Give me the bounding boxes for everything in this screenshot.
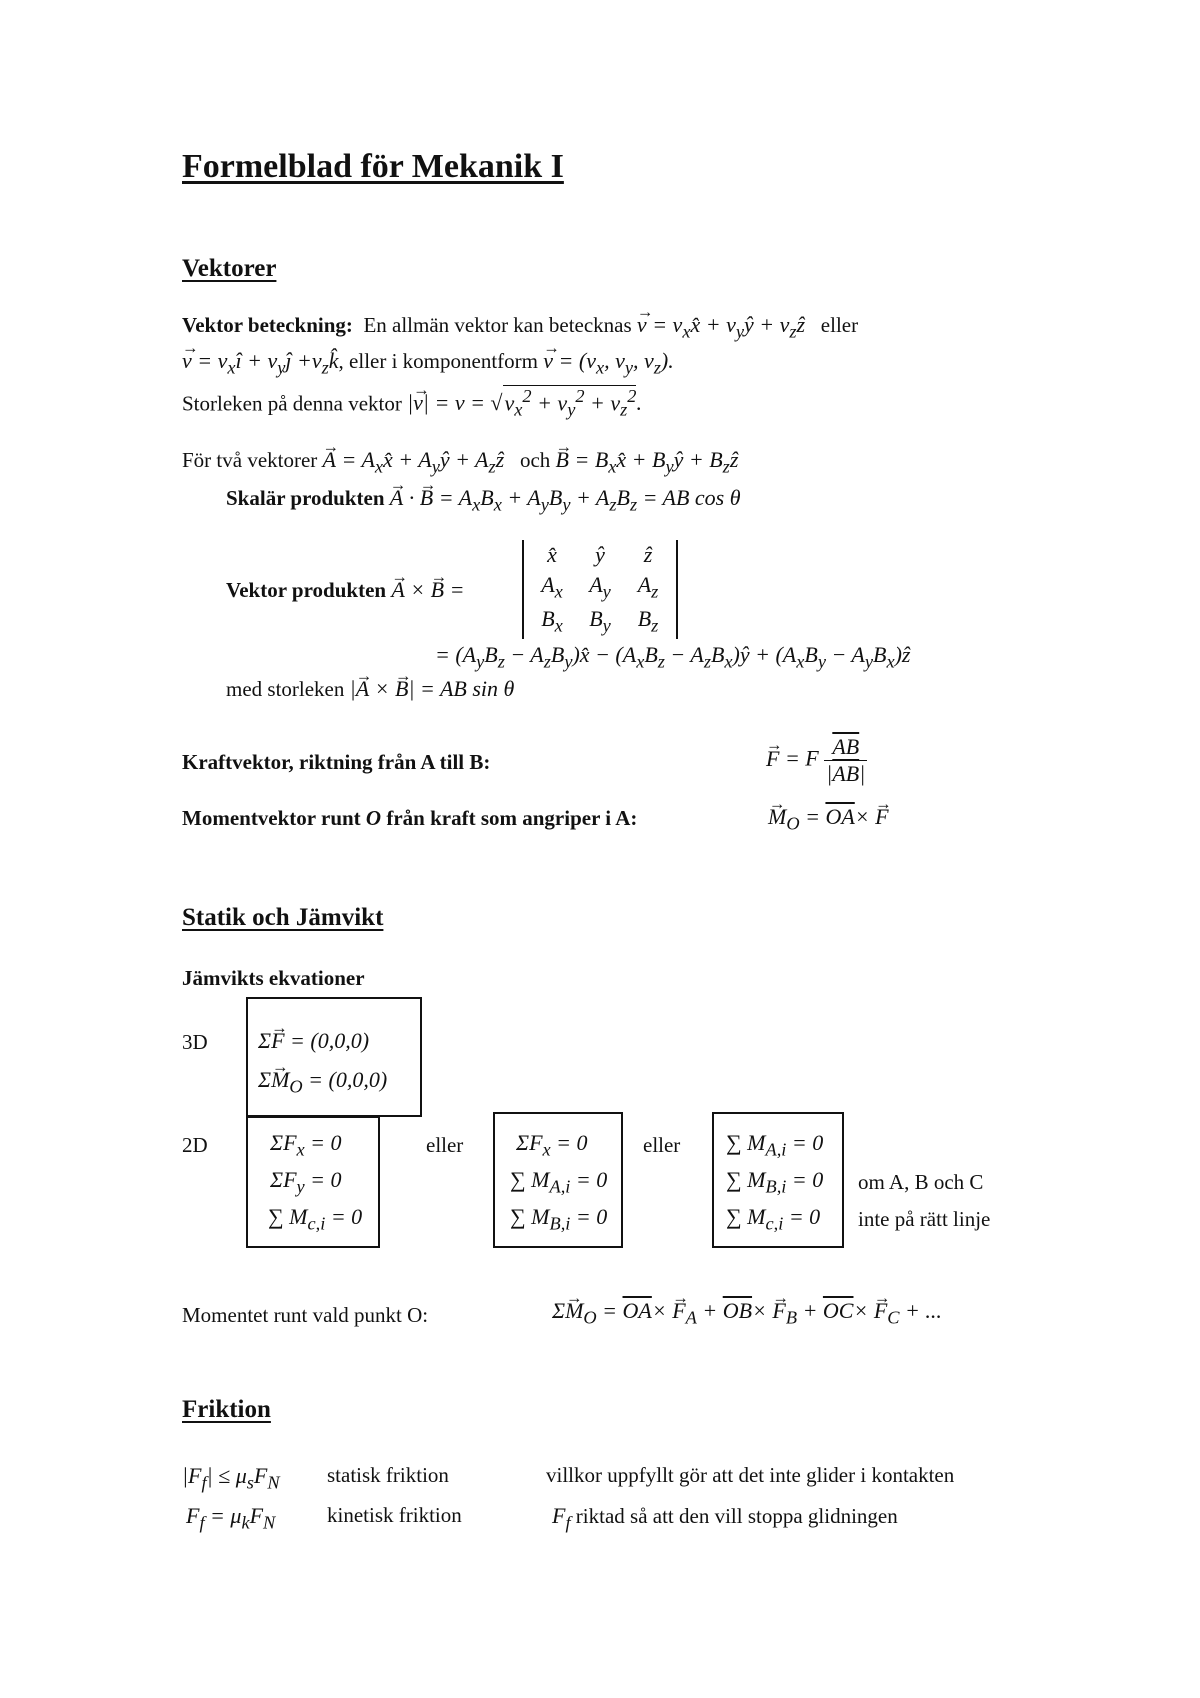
- formula-static-friction: $|F_f| \le \mu_sF_N$: [182, 1463, 280, 1493]
- jamvikt-label: Jämvikts ekvationer: [182, 966, 365, 990]
- label-2d: 2D: [182, 1133, 208, 1157]
- formula-ff-symbol: $F_f$: [552, 1503, 571, 1533]
- formula-cross-expanded: = ($A_yB_z$ − $A_zB_y)x̂ - (A_xB_z$ − $A_zB_x)ŷ + (A_xB_y$ − $A_yB_x)ẑ$: [435, 642, 911, 672]
- formula-force-vector: F → = F $\frac{\overline{AB}}{|\overline{AB}|}$: [766, 734, 867, 787]
- formula-moment-vector: $M \to_O = \overline{OA}\times F$ →: [768, 804, 889, 834]
- formula-component-form: v → = ($v_x$, $v_y$, $v_z$).: [543, 348, 673, 373]
- formula-moment-sum: $\Sigma M \to_O = \overline{OA}\times F \to_A + \overline{OB}\times F \to_B + \overline{OC}\times F \to_C$ + ...: [552, 1298, 942, 1328]
- section-heading-friktion: Friktion: [182, 1396, 271, 1423]
- formula-vector-b: B → = $B_xx̂$ + $B_yŷ$ + $B_zẑ$: [556, 447, 739, 472]
- section-heading-vektorer: Vektorer: [182, 255, 277, 282]
- formula-cross-magnitude: |A → × B →| = AB sin θ: [350, 676, 515, 701]
- note-line-1: om A, B och C: [858, 1170, 984, 1194]
- och-text: och: [519, 448, 551, 472]
- vektor-produkt-label-line: [226, 577, 464, 603]
- vektor-storlek-line: [182, 385, 642, 421]
- moment-label-pre: Momentvektor runt: [182, 806, 361, 830]
- formula-general-vector: v → = $v_xx̂$ + $v_yŷ$ + $v_zẑ$: [637, 312, 805, 337]
- formula-2d-b-mb: ∑ $M_{B,i} = 0$: [510, 1204, 608, 1234]
- formula-2d-a-fx: $\Sigma F_x = 0$: [270, 1130, 342, 1160]
- komponentform-text: , eller i komponentform: [338, 349, 538, 373]
- formula-2d-c-ma: ∑ $M_{A,i} = 0$: [726, 1130, 824, 1160]
- skalar-produkt-line: [226, 485, 741, 515]
- vektor-beteckning-label: Vektor beteckning:: [182, 313, 353, 337]
- label-3d: 3D: [182, 1030, 208, 1054]
- formula-magnitude: |v →| = $v = √v_x^2 + v_y^2 + v_z^2$.: [407, 390, 642, 415]
- formula-2d-a-mc: ∑ $M_{c,i} = 0$: [268, 1204, 363, 1234]
- formula-2d-c-mb: ∑ $M_{B,i} = 0$: [726, 1167, 824, 1197]
- formula-dot-product: A → · B → = $A_xB_x + A_yB_y + A_zB_z$ = AB cos θ: [390, 485, 741, 510]
- skalar-label: Skalär produkten: [226, 486, 385, 510]
- formula-2d-b-ma: ∑ $M_{A,i} = 0$: [510, 1167, 608, 1197]
- momentet-label: Momentet runt vald punkt O:: [182, 1303, 429, 1327]
- riktad-line: [552, 1503, 898, 1533]
- statisk-text: statisk friktion: [327, 1463, 449, 1487]
- eller-text-1: eller: [426, 1133, 464, 1157]
- momentvektor-line: Momentvektor runt O från kraft som angriper i A:: [182, 806, 638, 830]
- formula-2d-a-fy: $\Sigma F_y = 0$: [270, 1167, 342, 1197]
- kraftvektor-label: Kraftvektor, riktning från A till B:: [182, 750, 491, 774]
- vektor-komponent-line: [182, 348, 674, 378]
- med-storleken-line: [226, 676, 514, 702]
- vektor-beteckning-line: [182, 312, 858, 342]
- formula-kinetic-friction: $F_f = \mu_kF_N$: [186, 1503, 276, 1533]
- tva-vektorer-text: För två vektorer: [182, 448, 318, 472]
- med-storleken-text: med storleken: [226, 677, 345, 701]
- villkor-text: villkor uppfyllt gör att det inte glider i kontakten: [546, 1463, 955, 1487]
- kinetisk-text: kinetisk friktion: [327, 1503, 462, 1527]
- formula-cross-lhs: A → × B → =: [391, 577, 464, 602]
- storlek-text: Storleken på denna vektor: [182, 391, 402, 416]
- eller-text-2: eller: [643, 1133, 681, 1157]
- section-heading-statik: Statik och Jämvikt: [182, 904, 384, 931]
- riktad-text: riktad så att den vill stoppa glidningen: [575, 1504, 898, 1528]
- formula-2d-c-mc: ∑ $M_{c,i} = 0$: [726, 1204, 821, 1234]
- cross-product-determinant: x̂ ŷ ẑ $A_x$ $A_y$ $A_z$ $B_x$ $B_y$ $B_z$: [522, 540, 678, 639]
- formula-3d-moment-sum: $\Sigma M \to_O = (0,0,0)$: [258, 1067, 387, 1097]
- moment-label-post: från kraft som angriper i A:: [386, 806, 638, 830]
- eller-text: eller: [820, 313, 859, 337]
- vektor-produkt-label: Vektor produkten: [226, 578, 387, 602]
- note-line-2: inte på rätt linje: [858, 1207, 991, 1231]
- formula-2d-b-fx: $\Sigma F_x = 0$: [516, 1130, 588, 1160]
- vektor-beteckning-text: En allmän vektor kan betecknas: [363, 313, 632, 337]
- formula-vector-a: A → = $A_xx̂$ + $A_yŷ$ + $A_zẑ$: [323, 447, 505, 472]
- page-title: Formelblad för Mekanik I: [182, 148, 564, 185]
- tva-vektorer-line: [182, 447, 738, 477]
- formula-ijk-vector: v → = $v_xî$ + $v_yĵ$ $+v_zk̂$: [182, 348, 339, 373]
- formula-3d-force-sum: ΣF → = (0,0,0): [258, 1028, 369, 1054]
